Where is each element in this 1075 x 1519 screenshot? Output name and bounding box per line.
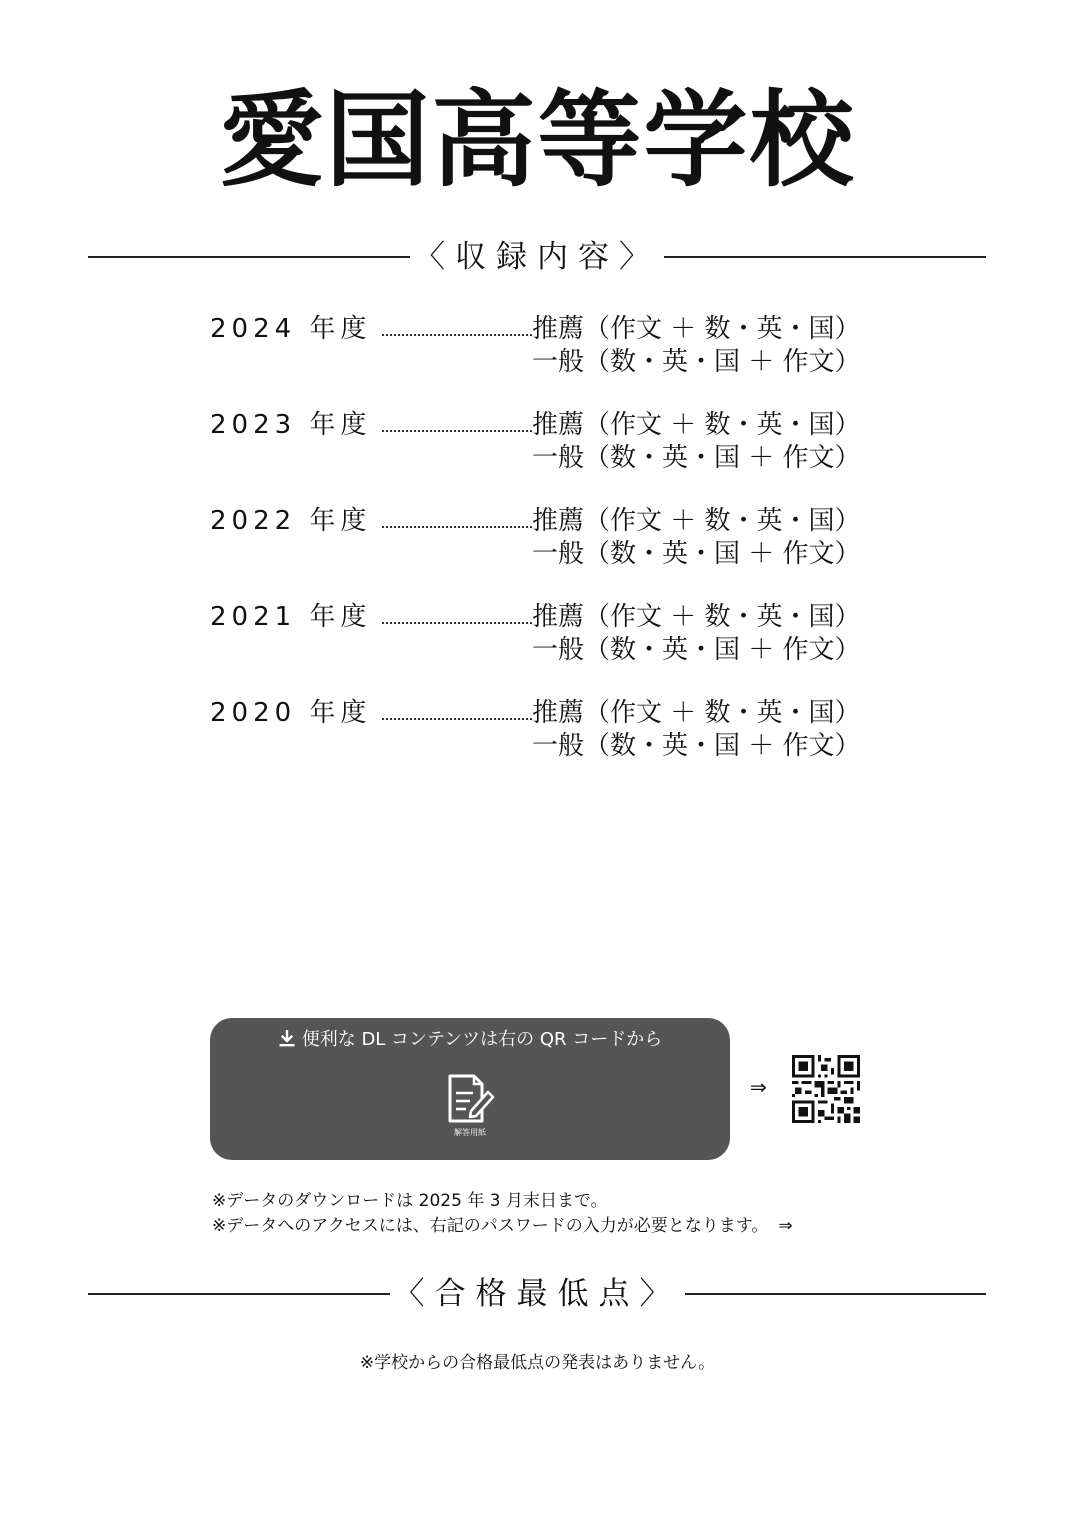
download-deadline-note: ※データのダウンロードは 2025 年 3 月末日まで。: [212, 1191, 608, 1211]
dot-leader: [382, 334, 532, 336]
heading-rule-left: [88, 1293, 390, 1295]
document-icon[interactable]: [446, 1073, 496, 1125]
entry-year: 2021 年度: [210, 602, 372, 632]
entry-ippan: 一般（数・英・国 ＋ 作文）: [532, 635, 861, 665]
dot-leader: [382, 718, 532, 720]
entry-ippan: 一般（数・英・国 ＋ 作文）: [532, 443, 861, 473]
contents-list: [210, 312, 870, 792]
contents-entry: [210, 504, 870, 600]
entry-year: 2020 年度: [210, 698, 372, 728]
download-box-text: 便利な DL コンテンツは右の QR コードから: [301, 1029, 663, 1050]
heading-rule-right: [664, 256, 986, 258]
entry-suisen: 推薦（作文 ＋ 数・英・国）: [532, 314, 861, 344]
qr-code-icon[interactable]: [792, 1055, 860, 1123]
dot-leader: [382, 430, 532, 432]
entry-ippan: 一般（数・英・国 ＋ 作文）: [532, 731, 861, 761]
entry-ippan: 一般（数・英・国 ＋ 作文）: [532, 539, 861, 569]
password-arrow: ⇒: [778, 1216, 793, 1236]
download-icon: [278, 1030, 296, 1048]
contents-heading: [88, 232, 986, 282]
entry-suisen: 推薦（作文 ＋ 数・英・国）: [532, 410, 861, 440]
entry-suisen: 推薦（作文 ＋ 数・英・国）: [532, 506, 861, 536]
page-title: 愛国高等学校: [219, 79, 856, 201]
password-note-text: ※データへのアクセスには、右記のパスワードの入力が必要となります。: [212, 1216, 769, 1236]
entry-year: 2024 年度: [210, 314, 372, 344]
entry-year: 2022 年度: [210, 506, 372, 536]
score-heading-label: 〈合格最低点〉: [393, 1275, 681, 1312]
entry-year: 2023 年度: [210, 410, 372, 440]
entry-suisen: 推薦（作文 ＋ 数・英・国）: [532, 698, 861, 728]
score-heading: [88, 1269, 986, 1319]
password-note: [212, 1215, 793, 1237]
contents-entry: [210, 312, 870, 408]
score-note: ※学校からの合格最低点の発表はありません。: [359, 1353, 716, 1373]
contents-heading-label: 〈収録内容〉: [414, 238, 660, 275]
dot-leader: [382, 526, 532, 528]
document-icon-label: 解答用紙: [454, 1128, 486, 1137]
entry-suisen: 推薦（作文 ＋ 数・英・国）: [532, 602, 861, 632]
contents-entry: [210, 600, 870, 696]
contents-entry: [210, 696, 870, 792]
heading-rule-right: [685, 1293, 987, 1295]
qr-arrow: ⇒: [750, 1075, 767, 1099]
entry-ippan: 一般（数・英・国 ＋ 作文）: [532, 347, 861, 377]
dot-leader: [382, 622, 532, 624]
heading-rule-left: [88, 256, 410, 258]
download-box[interactable]: [210, 1018, 730, 1160]
contents-entry: [210, 408, 870, 504]
download-box-header: [210, 1028, 730, 1052]
